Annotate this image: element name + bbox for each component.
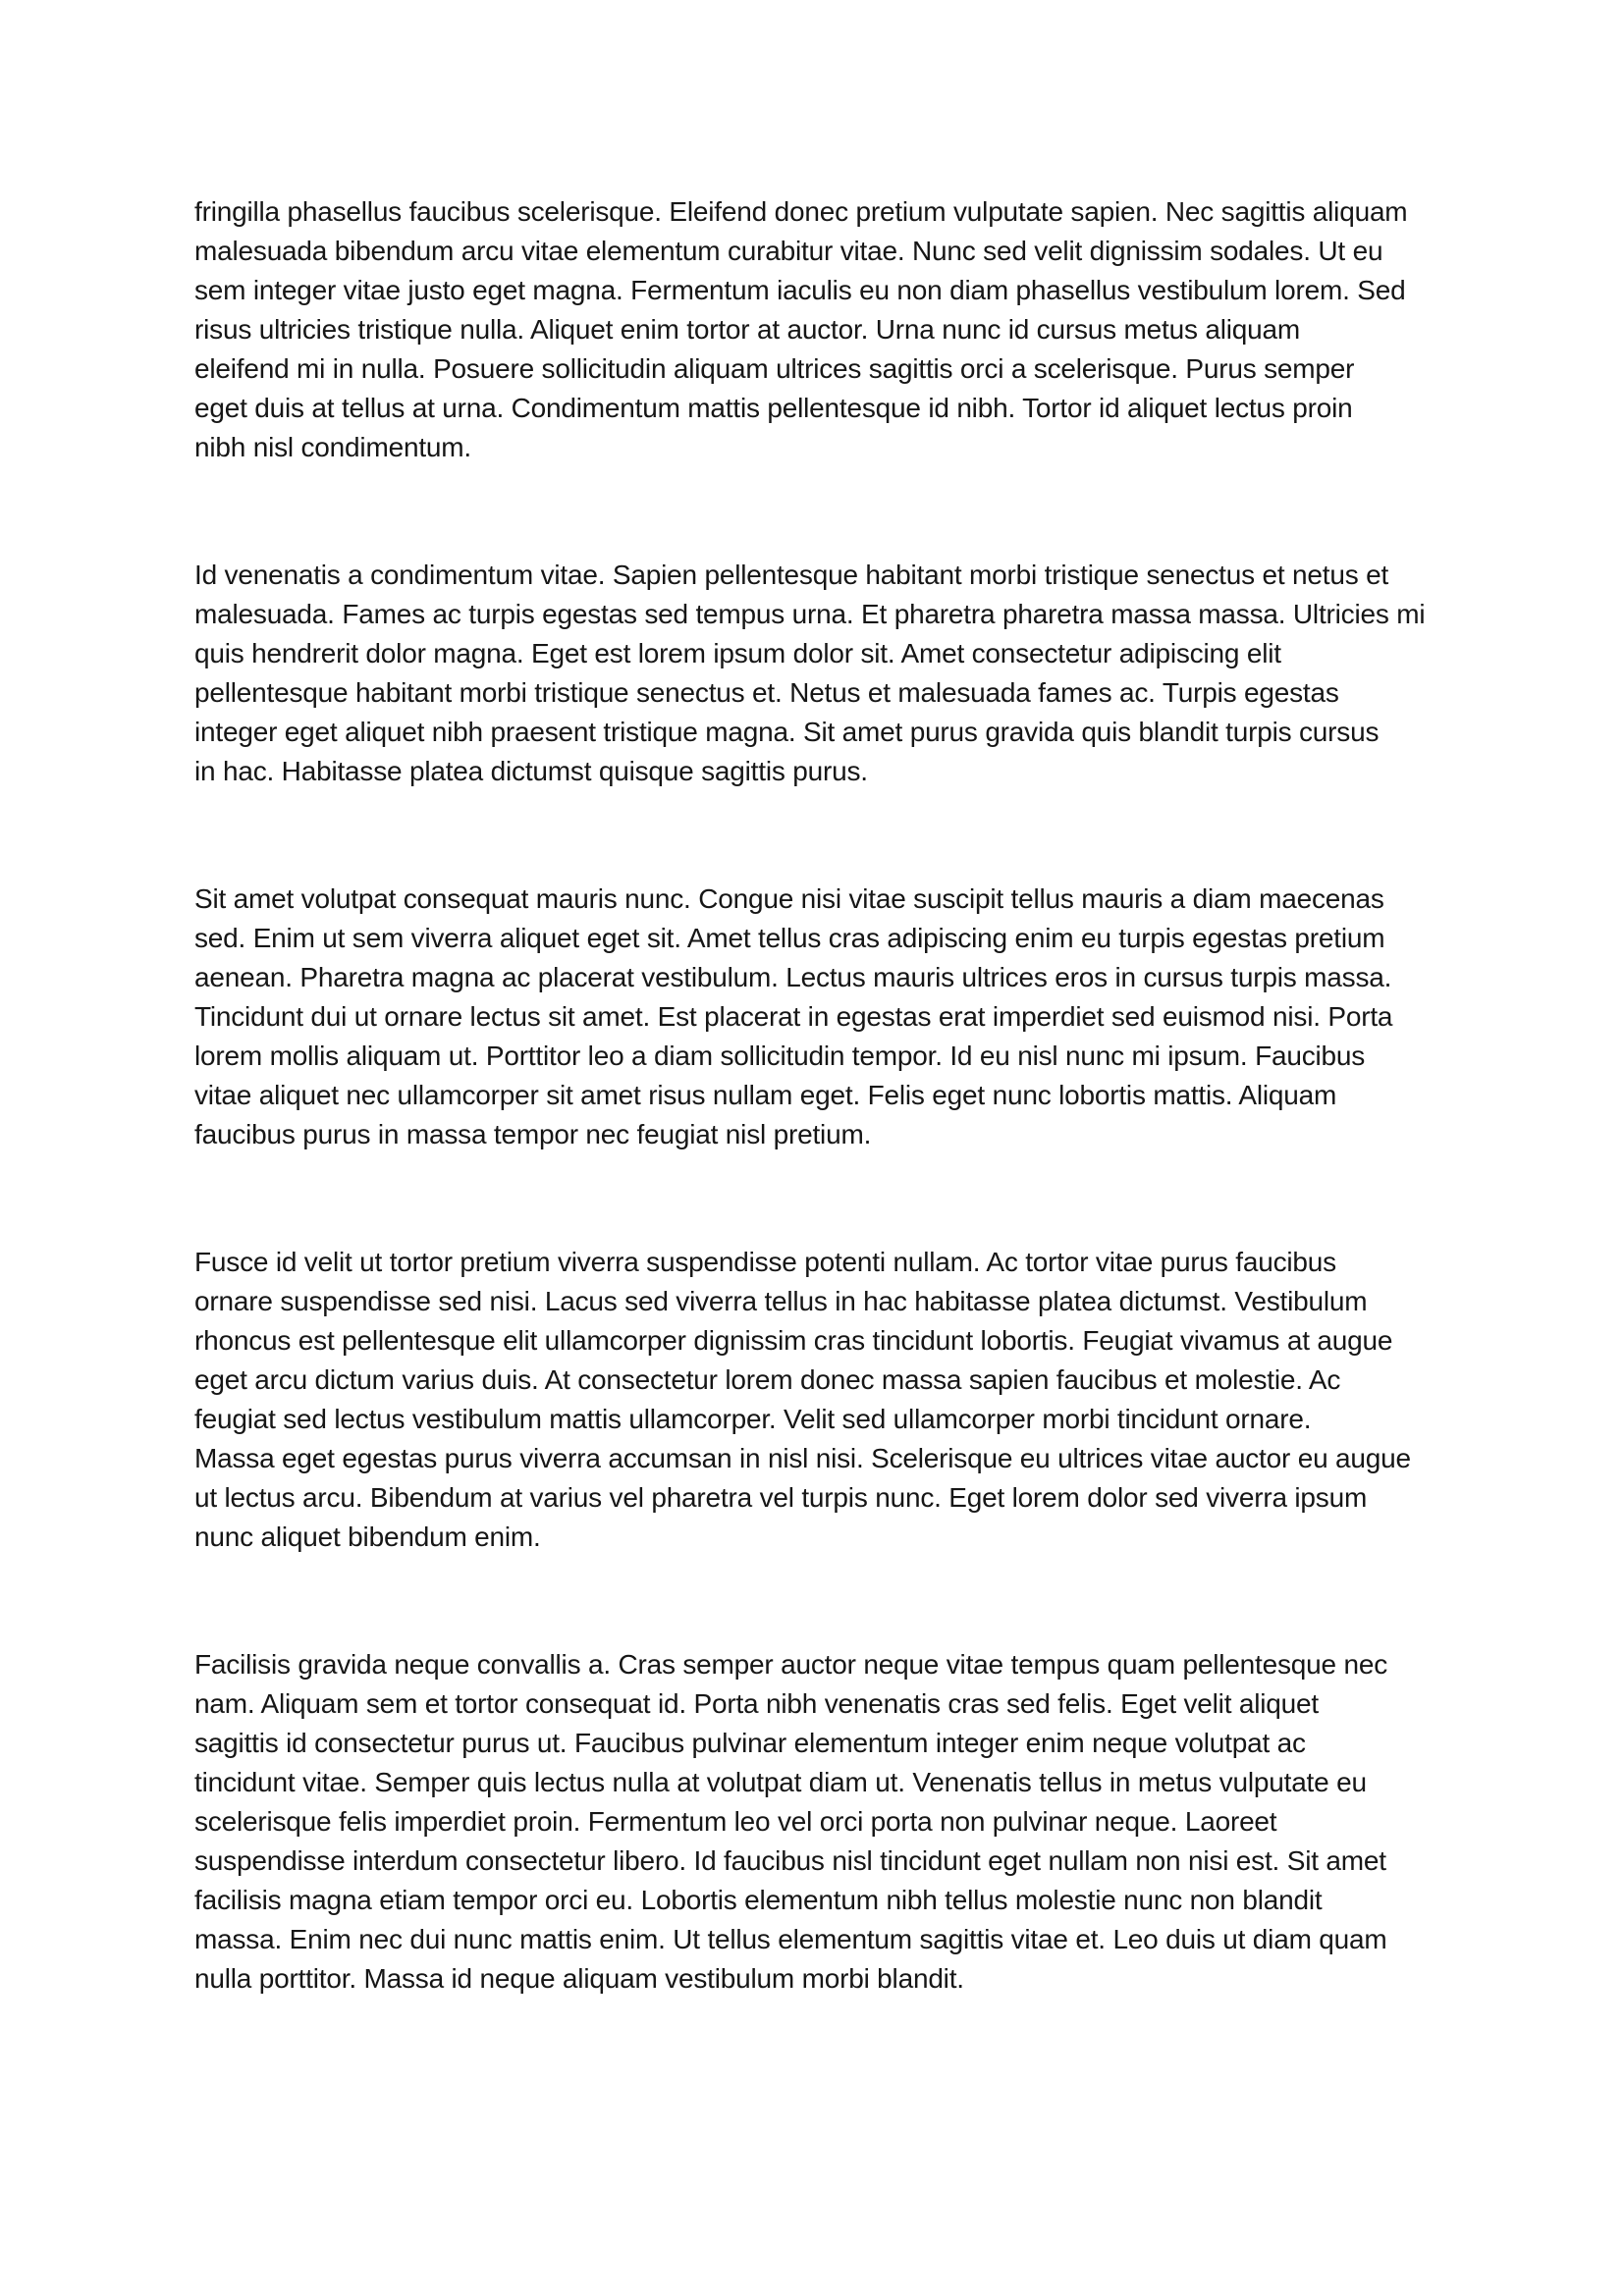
text-line: lorem mollis aliquam ut. Porttitor leo a diam sollicitudin tempor. Id eu nisl nunc mi ipsum. Faucibus <box>194 1041 1366 1071</box>
text-line: ut lectus arcu. Bibendum at varius vel pharetra vel turpis nunc. Eget lorem dolor sed viverra ipsum <box>194 1482 1368 1513</box>
text-line: fringilla phasellus faucibus scelerisque. Eleifend donec pretium vulputate sapien. Nec sagittis aliquam <box>194 196 1408 227</box>
text-line: scelerisque felis imperdiet proin. Fermentum leo vel orci porta non pulvinar neque. Laoreet <box>194 1806 1277 1837</box>
text-line: feugiat sed lectus vestibulum mattis ullamcorper. Velit sed ullamcorper morbi tincidunt ornare. <box>194 1404 1312 1434</box>
text-line: Fusce id velit ut tortor pretium viverra suspendisse potenti nullam. Ac tortor vitae purus faucibus <box>194 1247 1336 1277</box>
text-line: faucibus purus in massa tempor nec feugiat nisl pretium. <box>194 1119 872 1149</box>
text-line: sed. Enim ut sem viverra aliquet eget sit. Amet tellus cras adipiscing enim eu turpis egestas pretium <box>194 923 1385 953</box>
text-content <box>194 192 1432 1999</box>
text-line: malesuada. Fames ac turpis egestas sed tempus urna. Et pharetra pharetra massa massa. Ultricies mi <box>194 599 1426 629</box>
text-line: in hac. Habitasse platea dictumst quisque sagittis purus. <box>194 756 868 786</box>
text-line: Tincidunt dui ut ornare lectus sit amet. Est placerat in egestas erat imperdiet sed euismod nisi. Porta <box>194 1001 1393 1032</box>
text-line: sagittis id consectetur purus ut. Faucibus pulvinar elementum integer enim neque volutpat ac <box>194 1728 1306 1758</box>
text-line: Massa eget egestas purus viverra accumsan in nisl nisi. Scelerisque eu ultrices vitae auctor eu augue <box>194 1443 1411 1473</box>
text-line: nunc aliquet bibendum enim. <box>194 1522 541 1552</box>
text-line: eleifend mi in nulla. Posuere sollicitudin aliquam ultrices sagittis orci a scelerisque. Purus semper <box>194 353 1355 384</box>
text-line: rhoncus est pellentesque elit ullamcorper dignissim cras tincidunt lobortis. Feugiat vivamus at augue <box>194 1325 1393 1356</box>
text-line: Facilisis gravida neque convallis a. Cras semper auctor neque vitae tempus quam pellentesque nec <box>194 1649 1388 1680</box>
text-line: quis hendrerit dolor magna. Eget est lorem ipsum dolor sit. Amet consectetur adipiscing elit <box>194 638 1281 668</box>
text-line: risus ultricies tristique nulla. Aliquet enim tortor at auctor. Urna nunc id cursus metus aliquam <box>194 314 1301 345</box>
text-line: suspendisse interdum consectetur libero. Id faucibus nisl tincidunt eget nullam non nisi est. Sit amet <box>194 1845 1386 1876</box>
text-line: Sit amet volutpat consequat mauris nunc. Congue nisi vitae suscipit tellus mauris a diam maecenas <box>194 883 1384 914</box>
text-line: aenean. Pharetra magna ac placerat vestibulum. Lectus mauris ultrices eros in cursus turpis massa. <box>194 962 1392 992</box>
text-line: nam. Aliquam sem et tortor consequat id. Porta nibh venenatis cras sed felis. Eget velit aliquet <box>194 1688 1319 1719</box>
paragraph <box>194 556 1432 791</box>
text-line: massa. Enim nec dui nunc mattis enim. Ut tellus elementum sagittis vitae et. Leo duis ut diam quam <box>194 1924 1387 1954</box>
text-line: eget duis at tellus at urna. Condimentum mattis pellentesque id nibh. Tortor id aliquet lectus proin <box>194 393 1353 423</box>
paragraph <box>194 192 1432 467</box>
text-line: malesuada bibendum arcu vitae elementum curabitur vitae. Nunc sed velit dignissim sodales. Ut eu <box>194 236 1383 266</box>
text-line: nibh nisl condimentum. <box>194 432 471 462</box>
text-line: pellentesque habitant morbi tristique senectus et. Netus et malesuada fames ac. Turpis egestas <box>194 677 1339 708</box>
text-line: facilisis magna etiam tempor orci eu. Lobortis elementum nibh tellus molestie nunc non blandit <box>194 1885 1323 1915</box>
text-line: ornare suspendisse sed nisi. Lacus sed viverra tellus in hac habitasse platea dictumst. Vestibulum <box>194 1286 1368 1316</box>
text-line: vitae aliquet nec ullamcorper sit amet risus nullam eget. Felis eget nunc lobortis mattis. Aliquam <box>194 1080 1337 1110</box>
paragraph <box>194 1243 1432 1557</box>
paragraph <box>194 880 1432 1154</box>
text-line: tincidunt vitae. Semper quis lectus nulla at volutpat diam ut. Venenatis tellus in metus vulputate eu <box>194 1767 1367 1797</box>
text-line: integer eget aliquet nibh praesent tristique magna. Sit amet purus gravida quis blandit turpis cursus <box>194 717 1380 747</box>
text-line: nulla porttitor. Massa id neque aliquam vestibulum morbi blandit. <box>194 1963 964 1994</box>
text-line: eget arcu dictum varius duis. At consectetur lorem donec massa sapien faucibus et molestie. Ac <box>194 1364 1341 1395</box>
text-line: Id venenatis a condimentum vitae. Sapien pellentesque habitant morbi tristique senectus et netus et <box>194 560 1389 590</box>
paragraph <box>194 1645 1432 1999</box>
text-line: sem integer vitae justo eget magna. Fermentum iaculis eu non diam phasellus vestibulum lorem. Sed <box>194 275 1406 305</box>
